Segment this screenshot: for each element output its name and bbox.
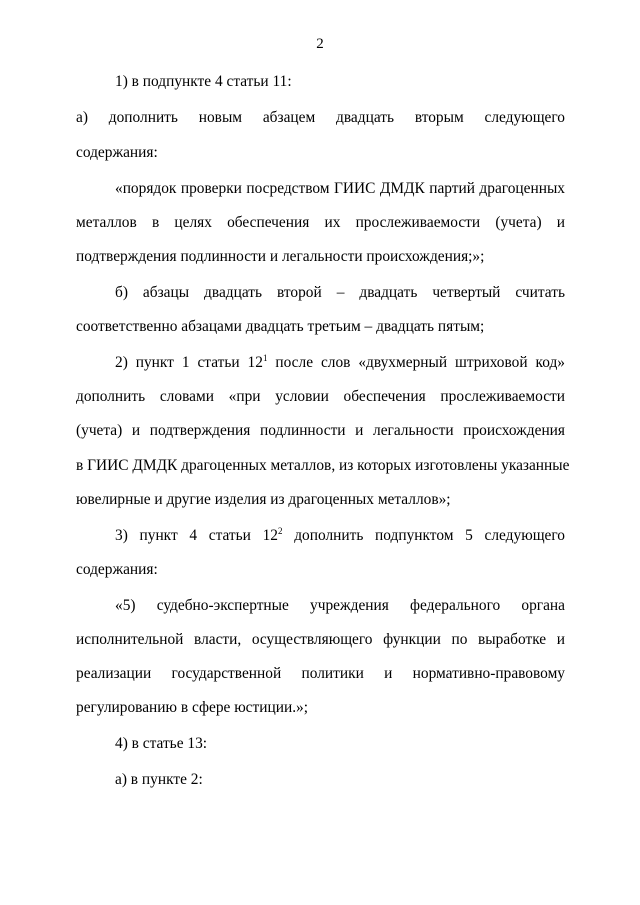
item-1a-line-2: содержания: — [76, 144, 158, 161]
item-3-line-1 — [115, 527, 565, 545]
item-1a-line-1: а) дополнить новым абзацем двадцать вторым следующего — [76, 109, 565, 126]
quote-2-line-1: «5) судебно-экспертные учреждения федерального органа — [115, 597, 565, 614]
item-2-line-3: (учета) и подтверждения подлинности и легальности происхождения — [76, 422, 565, 439]
item-4-heading: 4) в статье 13: — [115, 735, 208, 752]
item-2-line-2: дополнить словами «при условии обеспечения прослеживаемости — [76, 388, 565, 405]
quote-2-line-2: исполнительной власти, осуществляющего функции по выработке и — [76, 631, 565, 648]
item-2-line-5: ювелирные и другие изделия из драгоценных металлов»; — [76, 491, 451, 508]
item-4a-heading: а) в пункте 2: — [115, 771, 203, 788]
item-2-line-1 — [115, 354, 565, 372]
superscript-1: 1 — [262, 352, 268, 363]
quote-1-line-3: подтверждения подлинности и легальности происхождения;»; — [76, 248, 485, 265]
item-2-line-1-text: 2) пункт 1 статьи 12 — [115, 354, 263, 371]
item-1b-line-2: соответственно абзацами двадцать третьим – двадцать пятым; — [76, 318, 485, 335]
quote-1-line-2: металлов в целях обеспечения их прослеживаемости (учета) и — [76, 214, 565, 231]
item-2-line-4: в ГИИС ДМДК драгоценных металлов, из которых изготовлены указанные — [76, 457, 570, 474]
quote-1-line-1: «порядок проверки посредством ГИИС ДМДК партий драгоценных — [115, 180, 565, 197]
item-3-line-2: содержания: — [76, 561, 158, 578]
superscript-2: 2 — [278, 525, 283, 536]
page-number: 2 — [316, 36, 324, 52]
quote-2-line-3: реализации государственной политики и нормативно-правовому — [76, 665, 565, 682]
item-3-line-1-text: 3) пункт 4 статьи 12 — [115, 527, 278, 544]
item-1-heading: 1) в подпункте 4 статьи 11: — [115, 73, 292, 90]
item-2-line-1-rest: после слов «двухмерный штриховой код» — [267, 354, 565, 371]
quote-2-line-4: регулированию в сфере юстиции.»; — [76, 699, 309, 716]
item-3-line-1-rest: дополнить подпунктом 5 следующего — [282, 527, 566, 544]
item-1b-line-1: б) абзацы двадцать второй – двадцать четвертый считать — [115, 284, 565, 301]
